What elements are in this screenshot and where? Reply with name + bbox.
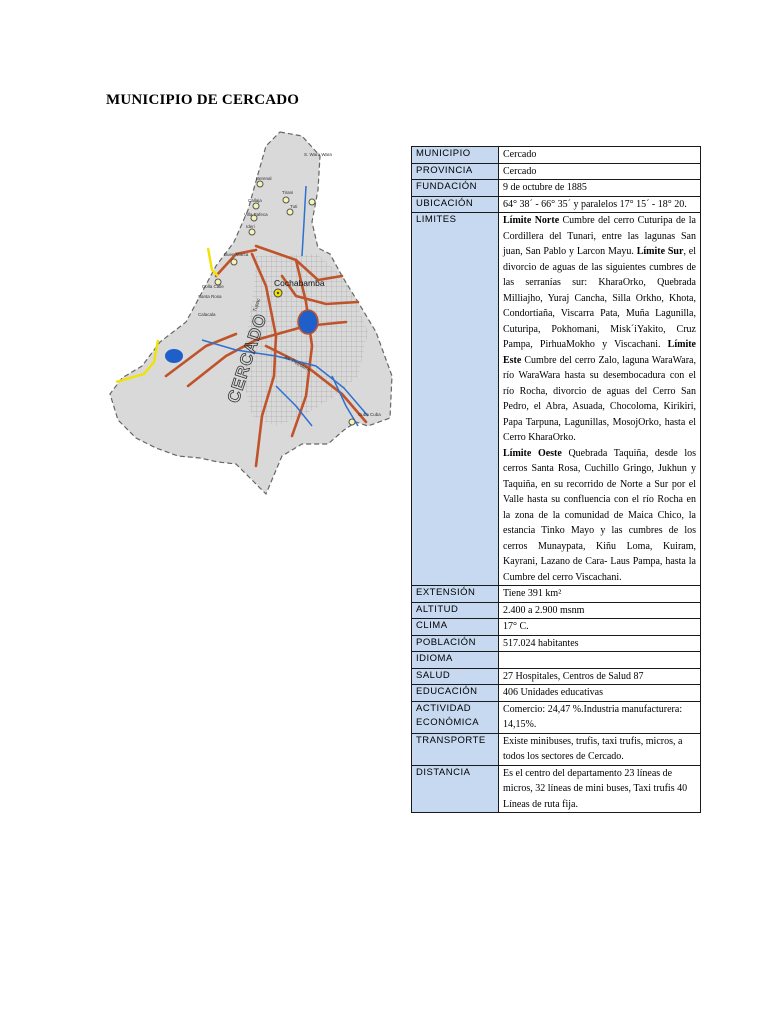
row-label: MUNICIPIO — [412, 147, 499, 164]
map-place-label: Cuba Cuba — [358, 412, 381, 417]
table-row — [412, 196, 701, 213]
map-place-label: Tirani — [282, 190, 294, 195]
row-label: SALUD — [412, 668, 499, 685]
map-place-label: Callaja — [248, 198, 262, 203]
table-row-limites — [412, 213, 701, 586]
row-label: IDIOMA — [412, 652, 499, 669]
limite-oeste-heading: Límite Oeste — [503, 447, 562, 459]
table-row — [412, 147, 701, 164]
row-label: EXTENSIÓN — [412, 586, 499, 603]
map-place-label: Calacala — [198, 312, 216, 317]
info-table — [411, 146, 701, 813]
row-label: CLIMA — [412, 619, 499, 636]
table-row — [412, 163, 701, 180]
map-place-label: Buen Marca — [224, 252, 249, 257]
row-label: POBLACIÓN — [412, 635, 499, 652]
map-city-label: Cochabamba — [274, 278, 325, 288]
row-value: 406 Unidades educativas — [499, 685, 701, 702]
row-value: 17° C. — [499, 619, 701, 636]
limite-norte-text: Cumbre del cerro Cuturipa de la Cordillera del Tunari, entre las lagunas San juan, San Pablo y Larcon Mayu. — [503, 215, 696, 257]
row-value — [499, 652, 701, 669]
limite-sur-heading: Límite Sur — [636, 246, 684, 257]
row-value: 27 Hospitales, Centros de Salud 87 — [499, 668, 701, 685]
table-row — [412, 635, 701, 652]
row-value: Cercado — [499, 163, 701, 180]
row-value: 64° 38´ - 66° 35´ y paralelos 17° 15´ - 18° 20. — [499, 196, 701, 213]
row-label: PROVINCIA — [412, 163, 499, 180]
limites-value — [499, 213, 701, 586]
row-label: ACTIVIDAD ECONÓMICA — [412, 701, 499, 733]
map-place-label: S. Wara Wara — [304, 152, 332, 157]
row-label: EDUCACIÓN — [412, 685, 499, 702]
table-row — [412, 765, 701, 813]
limite-este-heading: Límite Este — [503, 339, 696, 366]
row-value: 517.024 habitantes — [499, 635, 701, 652]
row-value: 2.400 a 2.900 msnm — [499, 602, 701, 619]
map-road-label-2: Av. Petrolera — [283, 354, 312, 374]
row-value: 9 de octubre de 1885 — [499, 180, 701, 197]
table-row — [412, 602, 701, 619]
row-label: FUNDACIÓN — [412, 180, 499, 197]
map-place-label: Santa Rosa — [198, 294, 222, 299]
city-marker-dot — [277, 292, 279, 294]
lake-alalay — [298, 310, 318, 334]
table-row — [412, 668, 701, 685]
limite-norte-heading: Límite Norte — [503, 215, 560, 226]
row-label: UBICACIÓN — [412, 196, 499, 213]
map-place-label: Villa Pafeca — [244, 212, 268, 217]
table-row — [412, 652, 701, 669]
municipality-map — [106, 126, 398, 498]
page-title: MUNICIPIO DE CERCADO — [106, 92, 300, 108]
table-row — [412, 685, 701, 702]
row-value: Es el centro del departamento 23 líneas de micros, 32 líneas de mini buses, Taxi trufis 40 Líneas de ruta fija. — [499, 765, 701, 813]
limite-este-text: Cumbre del cerro Zalo, laguna WaraWara, río WaraWara hasta su desembocadura con el río Rocha, divorcio de aguas del Cerro San Pedro, el Abra, Asuada, Chocoloma, Kirikiri, Papa Tarpuna, Lagunillas, MosojOrko, hasta el Cerro KharaOrko. — [503, 354, 696, 443]
map-place-label: Berenal — [256, 176, 272, 181]
map-district-label: CERCADO — [223, 310, 271, 406]
limite-oeste-text: Quebrada Taquiña, desde los cerros Santa Rosa, Cuchillo Gringo, Jukhun y Taquiña, en su recorrido de Norte a Sur por el Valle hasta su confluencia con el río Rocha en la zona de la comunidad de Maica Chico, la estancia Tinko Mayo y las cumbres de los cerros Munaypata, Kiñu Loma, Kuiram, Kayrani, Lazano de Cara- Laus Pampa, hasta la Cumbre del cerro Viscachani. — [503, 447, 696, 583]
row-value: Comercio: 24,47 %.Industria manufacturera: 14,15%. — [499, 701, 701, 733]
map-place-label: Colla Calle — [202, 284, 224, 289]
table-row — [412, 733, 701, 765]
limite-sur-text: , el divorcio de aguas de las siguientes cumbres de las serranías sur: KharaOrko, Quebrada Milliajho, Yuraj Cancha, Silla Orkho, Khota, Condortiaña, Viscarra Pata, Muña Lagunilla, Cuturipa, Pokhomani, Misk´iYakito, Cruz Pampa, PirhuaMokho y Viscachani. — [503, 246, 696, 350]
map-place-label: Tuti — [290, 204, 298, 209]
map-road-label-1: Tupac — [252, 297, 263, 313]
row-label: DISTANCIA — [412, 765, 499, 813]
table-row — [412, 619, 701, 636]
row-label: ALTITUD — [412, 602, 499, 619]
table-row — [412, 180, 701, 197]
map-svg — [106, 126, 398, 498]
row-value: Tiene 391 km² — [499, 586, 701, 603]
lake-west — [165, 349, 183, 363]
row-label: LIMITES — [412, 213, 499, 586]
table-row — [412, 701, 701, 733]
map-place-label: Ideri — [246, 224, 255, 229]
row-value: Cercado — [499, 147, 701, 164]
row-label: TRANSPORTE — [412, 733, 499, 765]
table-row — [412, 586, 701, 603]
row-value: Existe minibuses, trufis, taxi trufis, micros, a todos los sectores de Cercado. — [499, 733, 701, 765]
